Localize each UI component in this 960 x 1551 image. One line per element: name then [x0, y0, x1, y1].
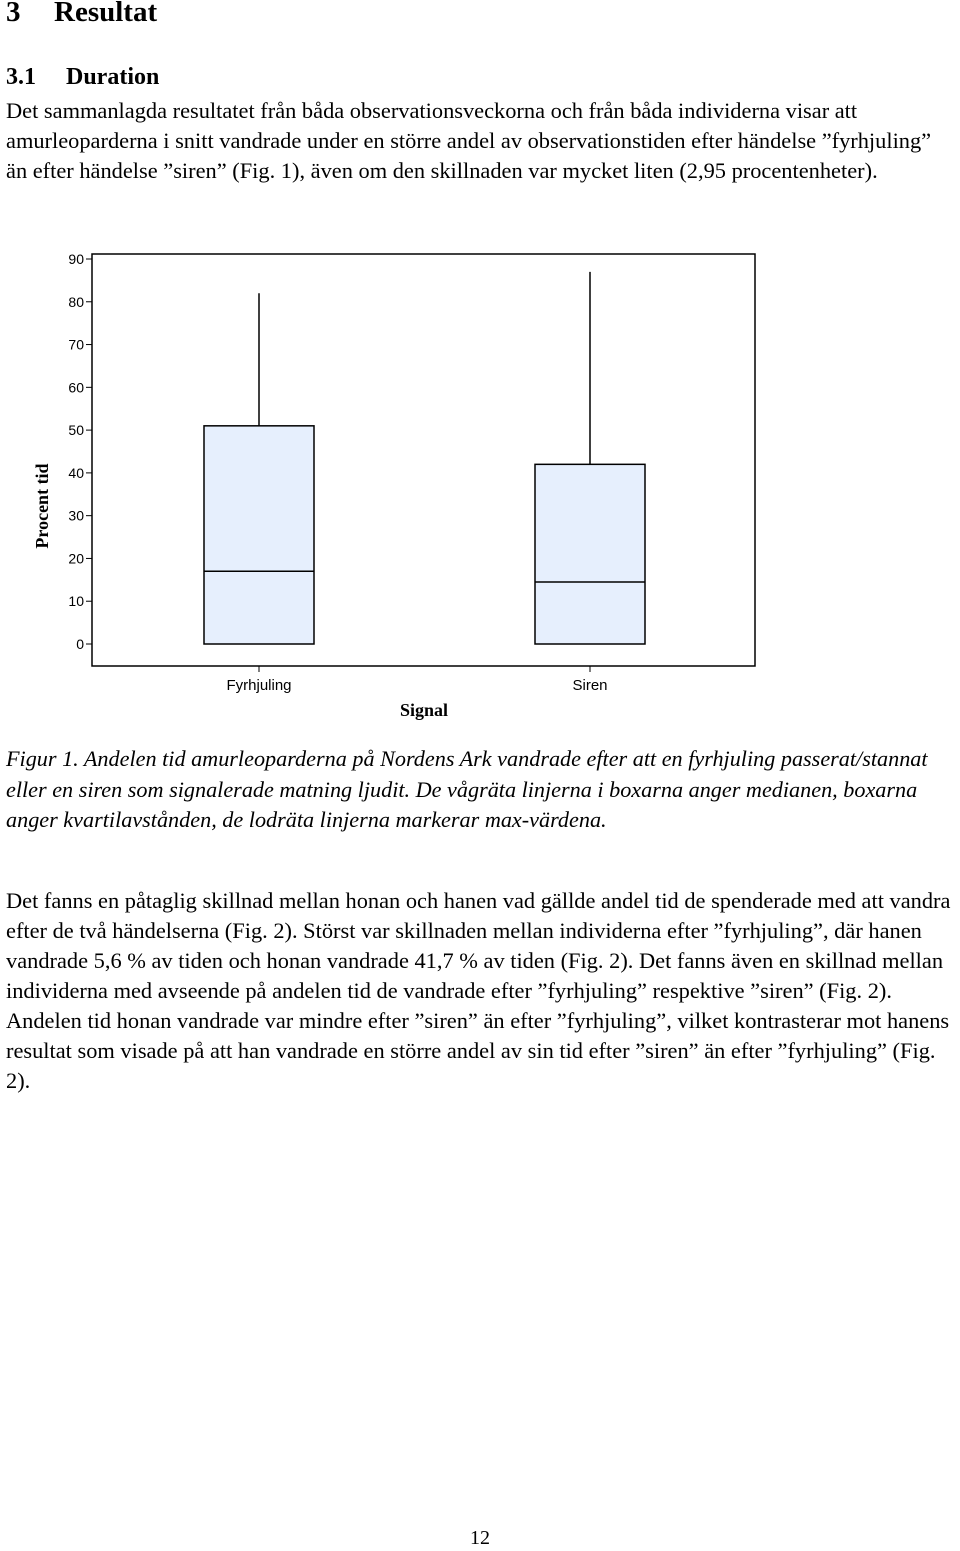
- y-axis-label: Procent tid: [32, 463, 52, 549]
- y-tick-label: 90: [68, 251, 84, 267]
- y-tick-label: 20: [68, 550, 84, 567]
- paragraph-1: Det sammanlagda resultatet från båda observationsveckorna och från båda individerna visar att amurleoparderna i snitt vandrade under en större andel av observationstiden efter händelse ”fyrhjuling” än efter händelse ”siren” (Fig. 1), även om den skillnaden var mycket liten (2,95 procentenheter).: [6, 98, 932, 183]
- figure-caption: [6, 744, 956, 836]
- y-tick-label: 0: [76, 636, 84, 652]
- y-tick-label: 60: [68, 379, 84, 396]
- paragraph-2: Det fanns en påtaglig skillnad mellan honan och hanen vad gällde andel tid de spenderade med att vandra efter de två händelserna (Fig. 2). Störst var skillnaden mellan individerna efter ”fyrhjuling”, där hanen vandrade 5,6 % av tiden och honan vandrade 41,7 % av tiden (Fig. 2). Det fanns även en skillnad mellan individerna med avseende på andelen tid de vandrade efter ”fyrhjuling” respektive ”siren” (Fig. 2). Andelen tid honan vandrade var mindre efter ”siren” än efter ”fyrhjuling”, vilket kontrasterar mot hanens resultat som visade på att han vandrade en större andel av sin tid efter ”siren” än efter ”fyrhjuling” (Fig. 2).: [6, 888, 951, 1093]
- box-fyrhjuling: [204, 426, 314, 644]
- y-tick-label: 70: [68, 336, 84, 353]
- x-axis: [226, 666, 607, 694]
- box-plot-chart: [0, 238, 960, 728]
- x-axis-label: Signal: [399, 700, 449, 720]
- y-tick-label: 30: [68, 507, 84, 524]
- subsection-number: 3.1: [6, 64, 36, 90]
- figure-caption-text: Andelen tid amurleoparderna på Nordens Ark vandrade efter att en fyrhjuling passerat/stannat eller en siren som signalerade matning ljudit. De vågräta linjerna i boxarna anger medianen, boxarna anger kvartilavstånden, de lodräta linjerna markerar max-värdena.: [6, 746, 928, 832]
- section-number: 3: [6, 0, 21, 28]
- x-tick-label: Fyrhjuling: [226, 677, 292, 694]
- section-heading: [6, 0, 157, 29]
- subsection-heading: [6, 64, 159, 91]
- page-number: 12: [470, 1527, 490, 1549]
- subsection-title: Duration: [66, 64, 160, 90]
- boxes: [204, 272, 645, 644]
- plot-frame: [92, 254, 755, 666]
- y-tick-label: 80: [68, 293, 84, 310]
- figure-label: Figur 1.: [6, 746, 79, 771]
- box-siren: [535, 464, 645, 644]
- y-tick-label: 40: [68, 464, 84, 481]
- y-axis: [68, 251, 92, 652]
- x-tick-label: Siren: [572, 677, 608, 694]
- y-tick-label: 50: [68, 422, 84, 439]
- section-title: Resultat: [54, 0, 158, 28]
- y-tick-label: 10: [68, 593, 84, 610]
